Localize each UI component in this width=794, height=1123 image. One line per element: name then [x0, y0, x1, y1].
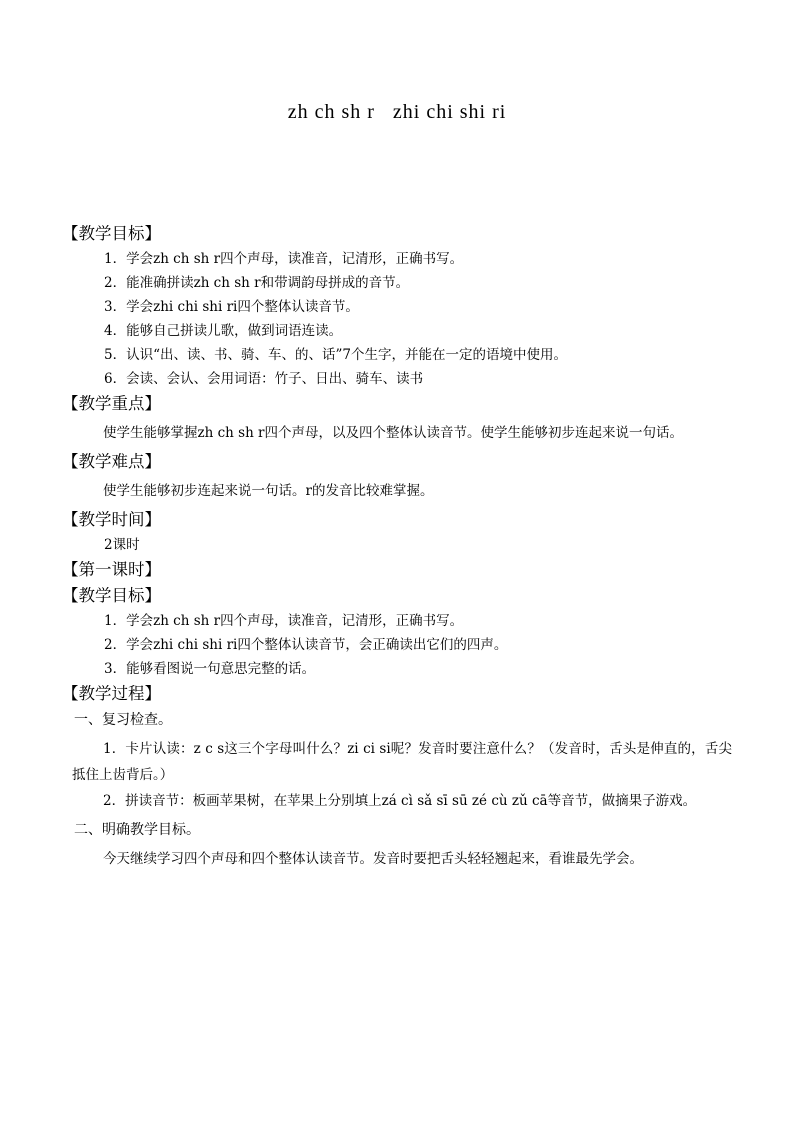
- lesson-goal-item: 2．学会zhi chi shi ri四个整体认读音节，会正确读出它们的四声。: [104, 637, 508, 653]
- heading-teaching-time: 【教学时间】: [62, 510, 161, 529]
- heading-teaching-goals: 【教学目标】: [62, 224, 161, 243]
- goal-item: 5．认识“出、读、书、骑、车、的、话”7个生字，并能在一定的语境中使用。: [104, 347, 567, 363]
- goal-item: 4．能够自己拼读儿歌，做到词语连读。: [104, 323, 343, 339]
- lesson-goal-item: 1．学会zh ch sh r四个声母，读准音，记清形，正确书写。: [104, 613, 464, 629]
- teaching-time-text: 2课时: [104, 537, 140, 553]
- step-review-title: 一、复习检查。: [74, 712, 172, 728]
- heading-teaching-process: 【教学过程】: [62, 684, 161, 703]
- goal-item: 6．会读、会认、会用词语：竹子、日出、骑车、读书: [104, 371, 424, 387]
- step-goals-text: 今天继续学习四个声母和四个整体认读音节。发音时要把舌头轻轻翘起来，看谁最先学会。: [103, 851, 643, 867]
- heading-key-points: 【教学重点】: [62, 394, 161, 413]
- key-points-text: 使学生能够掌握zh ch sh r四个声母，以及四个整体认读音节。使学生能够初步连起来说一句话。: [103, 425, 684, 441]
- step-review-item: 1．卡片认读：z c s这三个字母叫什么？zi ci si呢？发音时要注意什么？（发音时，舌头是伸直的，舌尖抵住上齿背后。）: [72, 741, 732, 783]
- difficulty-text: 使学生能够初步连起来说一句话。r的发音比较难掌握。: [103, 483, 434, 499]
- goal-item: 3．学会zhi chi shi ri四个整体认读音节。: [104, 299, 359, 315]
- step-goals-title: 二、明确教学目标。: [74, 822, 200, 838]
- lesson-goal-item: 3．能够看图说一句意思完整的话。: [104, 661, 316, 677]
- heading-first-lesson: 【第一课时】: [62, 560, 161, 579]
- step-review-item: 2．拼读音节：板画苹果树，在苹果上分别填上zá cì sǎ sī sū zé cù zǔ cā等音节，做摘果子游戏。: [103, 793, 697, 809]
- heading-lesson-goals: 【教学目标】: [62, 586, 161, 605]
- heading-difficulty: 【教学难点】: [62, 452, 161, 471]
- document-body: [62, 218, 732, 872]
- goal-item: 1．学会zh ch sh r四个声母，读准音，记清形，正确书写。: [104, 251, 464, 267]
- goal-item: 2．能准确拼读zh ch sh r和带调韵母拼成的音节。: [104, 275, 410, 291]
- document-title: zh ch sh r zhi chi shi ri: [287, 101, 507, 123]
